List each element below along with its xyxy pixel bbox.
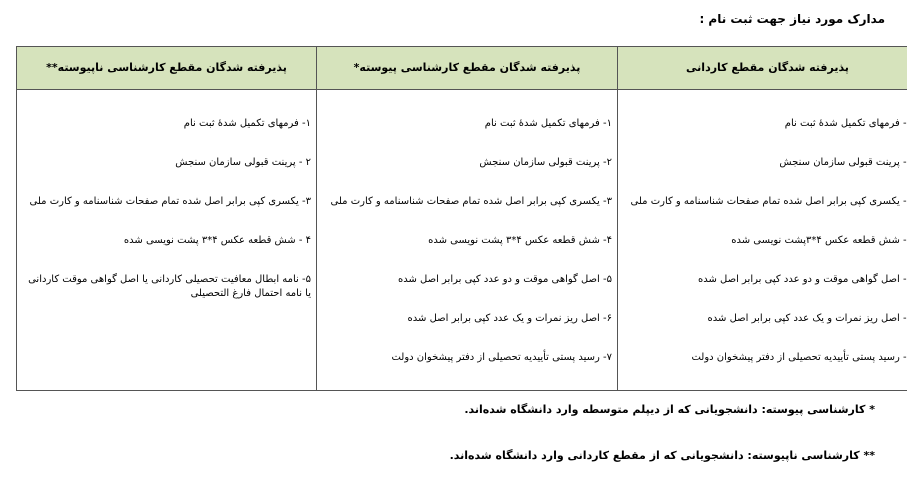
- table-header-row: [17, 47, 907, 90]
- list-item: - یکسری کپی برابر اصل شده تمام صفحات شناسنامه و کارت ملی: [630, 196, 907, 207]
- cell-continuous-bachelor: [317, 90, 618, 391]
- footnote-discontinuous: ** کارشناسی ناپیوسته: دانشجویانی که از مقطع کاردانی وارد دانشگاه شده‌اند.: [449, 449, 875, 462]
- list-item: ۵- نامه ابطال معافیت تحصیلی کاردانی یا اصل گواهی موقت کاردانی یا نامه احتمال فارغ التحصیلی: [28, 274, 311, 299]
- header-continuous-bachelor: پذیرفته شدگان مقطع کارشناسی پیوسته*: [317, 47, 618, 90]
- list-item: ۴ - شش قطعه عکس ۴*۳ پشت نویسی شده: [123, 235, 311, 246]
- cell-associate: [618, 90, 907, 391]
- list-item: ۱- فرمهای تکمیل شدۀ ثبت نام: [183, 118, 311, 129]
- footnote-continuous: * کارشناسی پیوسته: دانشجویانی که از دیپلم متوسطه وارد دانشگاه شده‌اند.: [464, 403, 875, 416]
- list-item: ۳- یکسری کپی برابر اصل شده تمام صفحات شناسنامه و کارت ملی: [29, 196, 311, 207]
- cell-discontinuous-bachelor: [17, 90, 317, 391]
- list-item: ۱- فرمهای تکمیل شدۀ ثبت نام: [484, 118, 612, 129]
- list-continuous-bachelor: [317, 117, 617, 390]
- list-item: ۲ - پرینت قبولی سازمان سنجش: [175, 157, 311, 168]
- page-title: مدارک مورد نیاز جهت ثبت نام :: [699, 12, 885, 26]
- list-item: - اصل ریز نمرات و یک عدد کپی برابر اصل شده: [707, 313, 907, 324]
- list-associate: [618, 117, 907, 390]
- header-discontinuous-bachelor: پذیرفته شدگان مقطع کارشناسی ناپیوسته**: [17, 47, 317, 90]
- list-discontinuous-bachelor: [17, 117, 316, 312]
- list-item: ۶- اصل ریز نمرات و یک عدد کپی برابر اصل شده: [407, 313, 612, 324]
- list-item: - پرینت قبولی سازمان سنجش: [779, 157, 907, 168]
- list-item: - شش قطعه عکس ۴*۳پشت نویسی شده: [731, 235, 907, 246]
- header-associate: پذیرفته شدگان مقطع کاردانی: [618, 47, 907, 90]
- list-item: - اصل گواهی موقت و دو عدد کپی برابر اصل شده: [697, 274, 907, 285]
- list-item: ۷- رسید پستی تأییدیه تحصیلی از دفتر پیشخوان دولت: [391, 352, 612, 363]
- requirements-table: [16, 46, 907, 391]
- list-item: - فرمهای تکمیل شدۀ ثبت نام: [784, 118, 907, 129]
- list-item: ۲- پرینت قبولی سازمان سنجش: [479, 157, 612, 168]
- list-item: - رسید پستی تأییدیه تحصیلی از دفتر پیشخوان دولت: [691, 352, 907, 363]
- table-body-row: [17, 90, 907, 391]
- list-item: ۴- شش قطعه عکس ۴*۳ پشت نویسی شده: [428, 235, 612, 246]
- list-item: ۳- یکسری کپی برابر اصل شده تمام صفحات شناسنامه و کارت ملی: [330, 196, 612, 207]
- list-item: ۵- اصل گواهی موقت و دو عدد کپی برابر اصل شده: [397, 274, 612, 285]
